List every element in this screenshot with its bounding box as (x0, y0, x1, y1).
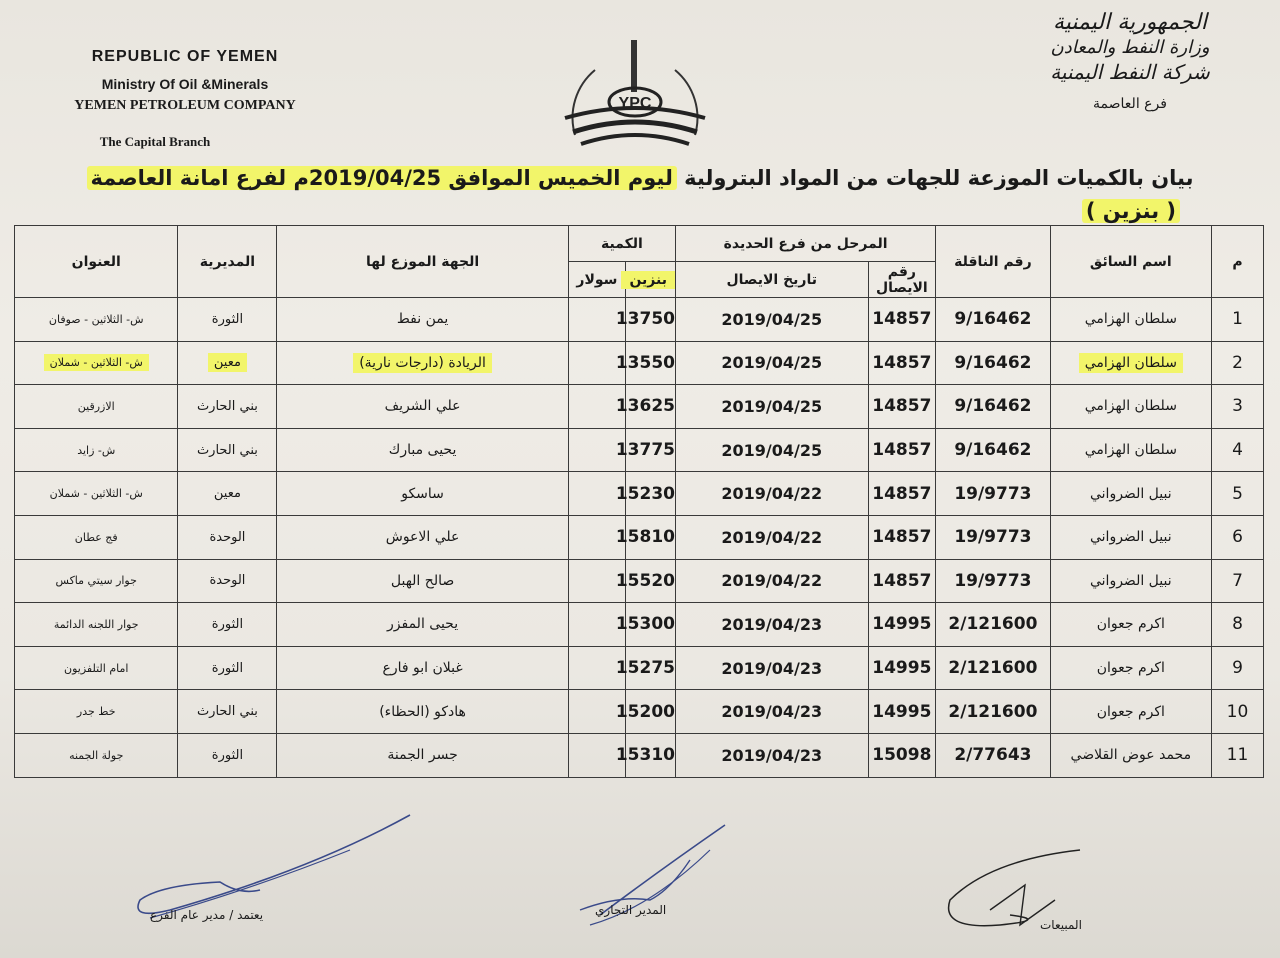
cell-driver: اكرم جعوان (1050, 646, 1211, 690)
cell-date: 2019/04/25 (675, 298, 868, 342)
cell-petrol: 15300 (626, 603, 676, 647)
cell-petrol: 13750 (626, 298, 676, 342)
cell-n: 2 (1211, 341, 1263, 385)
table-row (15, 690, 1264, 734)
cell-petrol: 15230 (626, 472, 676, 516)
cell-truck: 9/16462 (936, 341, 1050, 385)
cell-address: ش- الثلاثين - شملان (15, 472, 178, 516)
signature-sales (930, 790, 1110, 940)
cell-driver: نبيل الضرواني (1050, 515, 1211, 559)
ypc-logo (555, 40, 715, 160)
document-title (70, 162, 1210, 227)
cell-district: بني الحارث (178, 690, 277, 734)
table-row (15, 385, 1264, 429)
cell-recipient: علي الشريف (277, 385, 568, 429)
arabic-letterhead (1020, 10, 1240, 112)
cell-receipt: 14857 (868, 298, 936, 342)
cell-petrol: 15520 (626, 559, 676, 603)
title-product: ( بنزين ) (1082, 199, 1180, 223)
cell-truck: 19/9773 (936, 515, 1050, 559)
cell-address: ش- الثلاثين - شملان (15, 341, 178, 385)
cell-truck: 19/9773 (936, 472, 1050, 516)
cell-recipient: يمن نفط (277, 298, 568, 342)
cell-receipt: 14857 (868, 559, 936, 603)
title-part-2: ليوم الخميس الموافق 2019/04/25م لفرع امانة العاصمة (87, 166, 677, 190)
cell-district: الثورة (178, 603, 277, 647)
cell-driver: محمد عوض القلاضي (1050, 733, 1211, 777)
cell-receipt: 14995 (868, 603, 936, 647)
cell-n: 9 (1211, 646, 1263, 690)
distribution-table (14, 225, 1264, 778)
cell-recipient: جسر الجمنة (277, 733, 568, 777)
header-diesel: سولار (568, 262, 625, 298)
letterhead-country: REPUBLIC OF YEMEN (91, 48, 279, 65)
cell-district: بني الحارث (178, 428, 277, 472)
signature-branch (110, 790, 420, 940)
cell-date: 2019/04/22 (675, 515, 868, 559)
cell-district: معين (178, 472, 277, 516)
cell-address: خط جدر (15, 690, 178, 734)
arabic-company: شركة النفط اليمنية (1050, 60, 1210, 84)
cell-date: 2019/04/23 (675, 603, 868, 647)
cell-petrol: 15200 (626, 690, 676, 734)
cell-district: بني الحارث (178, 385, 277, 429)
cell-truck: 9/16462 (936, 298, 1050, 342)
header-petrol: بنزين (626, 262, 676, 298)
cell-n: 1 (1211, 298, 1263, 342)
signature-commercial-scribble (560, 790, 760, 940)
signature-label-branch: يعتمد / مدير عام الفرع (150, 908, 264, 922)
cell-date: 2019/04/22 (675, 472, 868, 516)
cell-truck: 2/121600 (936, 603, 1050, 647)
cell-petrol: 13625 (626, 385, 676, 429)
table-row (15, 428, 1264, 472)
arabic-country: الجمهورية اليمنية (1052, 10, 1208, 35)
cell-receipt: 14857 (868, 472, 936, 516)
table-row (15, 341, 1264, 385)
cell-district: الثورة (178, 646, 277, 690)
header-address: العنوان (15, 226, 178, 298)
table-row (15, 472, 1264, 516)
cell-driver: نبيل الضرواني (1050, 472, 1211, 516)
cell-address: ش- الثلاثين - صوفان (15, 298, 178, 342)
cell-driver: نبيل الضرواني (1050, 559, 1211, 603)
cell-address: فج عطان (15, 515, 178, 559)
cell-petrol: 15310 (626, 733, 676, 777)
cell-receipt: 15098 (868, 733, 936, 777)
table-row (15, 298, 1264, 342)
header-quantity-group: الكمية (568, 226, 675, 262)
cell-recipient: غبلان ابو فارع (277, 646, 568, 690)
cell-date: 2019/04/23 (675, 690, 868, 734)
cell-n: 6 (1211, 515, 1263, 559)
cell-truck: 2/121600 (936, 690, 1050, 734)
cell-n: 7 (1211, 559, 1263, 603)
signature-commercial (560, 790, 760, 940)
header-driver: اسم السائق (1050, 226, 1211, 298)
cell-recipient: صالح الهبل (277, 559, 568, 603)
signature-sales-scribble (930, 790, 1110, 940)
table-row (15, 515, 1264, 559)
cell-n: 4 (1211, 428, 1263, 472)
table-row (15, 733, 1264, 777)
cell-driver: اكرم جعوان (1050, 603, 1211, 647)
cell-n: 8 (1211, 603, 1263, 647)
cell-n: 5 (1211, 472, 1263, 516)
cell-address: الازرقين (15, 385, 178, 429)
cell-receipt: 14857 (868, 385, 936, 429)
cell-n: 11 (1211, 733, 1263, 777)
cell-district: الثورة (178, 733, 277, 777)
cell-driver: سلطان الهزامي (1050, 298, 1211, 342)
cell-date: 2019/04/22 (675, 559, 868, 603)
cell-address: جوار اللجنه الدائمة (15, 603, 178, 647)
cell-date: 2019/04/25 (675, 428, 868, 472)
header-district: المديرية (178, 226, 277, 298)
signature-label-sales: المبيعات (1040, 918, 1082, 932)
cell-address: امام التلفزيون (15, 646, 178, 690)
cell-petrol: 15275 (626, 646, 676, 690)
cell-receipt: 14857 (868, 515, 936, 559)
letterhead-ministry: Ministry Of Oil &Minerals (101, 76, 269, 92)
header-shipped-group: المرحل من فرع الحديدة (675, 226, 935, 262)
cell-truck: 9/16462 (936, 385, 1050, 429)
cell-petrol: 15810 (626, 515, 676, 559)
cell-date: 2019/04/25 (675, 385, 868, 429)
cell-receipt: 14857 (868, 341, 936, 385)
cell-receipt: 14995 (868, 690, 936, 734)
arabic-branch: فرع العاصمة (1093, 96, 1167, 112)
cell-recipient: ساسكو (277, 472, 568, 516)
cell-district: الثورة (178, 298, 277, 342)
table-row (15, 646, 1264, 690)
cell-truck: 2/121600 (936, 646, 1050, 690)
cell-district: الوحدة (178, 559, 277, 603)
cell-recipient: علي الاعوش (277, 515, 568, 559)
cell-truck: 19/9773 (936, 559, 1050, 603)
cell-recipient: الريادة (دارجات نارية) (277, 341, 568, 385)
letterhead-company: YEMEN PETROLEUM COMPANY (74, 98, 296, 113)
cell-driver: سلطان الهزامي (1050, 385, 1211, 429)
header-recipient: الجهة الموزع لها (277, 226, 568, 298)
cell-receipt: 14857 (868, 428, 936, 472)
arabic-ministry: وزارة النفط والمعادن (1050, 37, 1210, 58)
cell-address: جوار سيتي ماكس (15, 559, 178, 603)
cell-recipient: يحيى مبارك (277, 428, 568, 472)
cell-driver: سلطان الهزامي (1050, 341, 1211, 385)
title-part-1: بيان بالكميات الموزعة للجهات من المواد البترولية (684, 166, 1194, 190)
cell-n: 3 (1211, 385, 1263, 429)
cell-date: 2019/04/23 (675, 733, 868, 777)
cell-district: الوحدة (178, 515, 277, 559)
cell-date: 2019/04/23 (675, 646, 868, 690)
english-letterhead (40, 48, 330, 150)
logo-text: YPC (618, 95, 652, 112)
cell-truck: 2/77643 (936, 733, 1050, 777)
cell-n: 10 (1211, 690, 1263, 734)
cell-address: ش- زايد (15, 428, 178, 472)
cell-receipt: 14995 (868, 646, 936, 690)
cell-recipient: يحيى المفزر (277, 603, 568, 647)
cell-date: 2019/04/25 (675, 341, 868, 385)
cell-petrol: 13550 (626, 341, 676, 385)
cell-driver: اكرم جعوان (1050, 690, 1211, 734)
table-row (15, 559, 1264, 603)
cell-district: معين (178, 341, 277, 385)
header-index: م (1211, 226, 1263, 298)
header-truck: رقم الناقلة (936, 226, 1050, 298)
cell-petrol: 13775 (626, 428, 676, 472)
table-row (15, 603, 1264, 647)
cell-address: جولة الجمنه (15, 733, 178, 777)
cell-driver: سلطان الهزامي (1050, 428, 1211, 472)
signature-label-commercial: المدير التجاري (595, 903, 667, 917)
header-receipt-no: رقم الايصال (868, 262, 936, 298)
cell-truck: 9/16462 (936, 428, 1050, 472)
cell-recipient: هادكو (الحظاء) (277, 690, 568, 734)
header-receipt-date: تاريخ الايصال (675, 262, 868, 298)
letterhead-branch: The Capital Branch (99, 134, 211, 149)
